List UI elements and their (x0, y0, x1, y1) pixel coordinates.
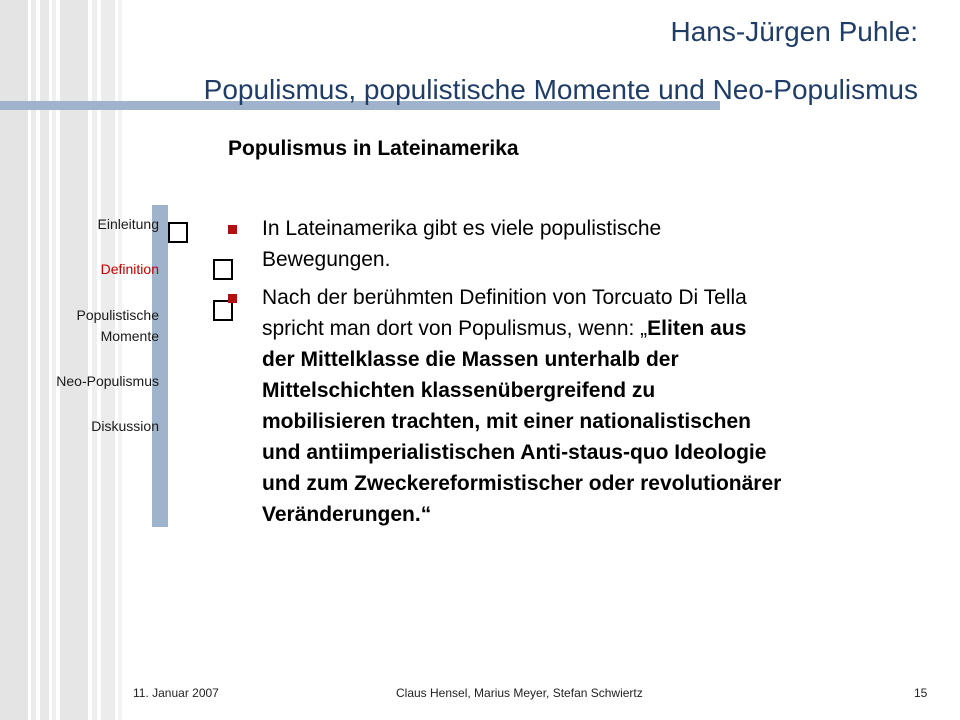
bullet-line-plain: spricht man dort von Populismus, wenn: „ (262, 317, 648, 340)
nav-item-definition[interactable]: Definition (100, 261, 159, 277)
bullet-text (262, 213, 930, 275)
nav-item-populistische[interactable]: Populistische (76, 307, 159, 323)
nav-placeholder-box (168, 222, 188, 243)
slide-subtitle: Populismus in Lateinamerika (228, 137, 519, 160)
slide-title-author: Hans-Jürgen Puhle: (670, 16, 918, 47)
bullet-line: Nach der berühmten Definition von Torcuato Di Tella (262, 286, 747, 309)
quote-line: der Mittelklasse die Massen unterhalb der (262, 348, 679, 371)
nav-placeholder-box (213, 300, 233, 321)
footer-authors: Claus Hensel, Marius Meyer, Stefan Schwiertz (396, 686, 643, 700)
quote-line: Veränderungen.“ (262, 503, 432, 526)
nav-item-diskussion[interactable]: Diskussion (91, 418, 159, 434)
nav-accent-bar (152, 205, 168, 527)
quote-line: Mittelschichten klassenübergreifend zu (262, 379, 656, 402)
nav-item-neo-populismus[interactable]: Neo-Populismus (56, 373, 159, 389)
bullet-square-icon (228, 294, 237, 303)
quote-line: mobilisieren trachten, mit einer nationalistischen (262, 410, 751, 433)
slide-title: Populismus, populistische Momente und Neo-Populismus (203, 74, 918, 105)
bullet-line: Bewegungen. (262, 248, 391, 271)
bullet-square-icon (228, 225, 237, 234)
bullet-line: In Lateinamerika gibt es viele populistische (262, 217, 662, 240)
quote-line: und zum Zweckereformistischer oder revolutionärer (262, 472, 782, 495)
nav-placeholder-box (213, 259, 233, 280)
footer-date: 11. Januar 2007 (133, 686, 219, 700)
bullet-line (262, 313, 930, 344)
quote-bold-text: Eliten aus (647, 317, 747, 340)
quote-line: und antiimperialistischen Anti-staus-quo Ideologie (262, 441, 767, 464)
bullet-text (262, 282, 930, 530)
nav-item-einleitung[interactable]: Einleitung (97, 216, 159, 232)
nav-item-momente[interactable]: Momente (100, 328, 159, 344)
page-number: 15 (914, 686, 928, 700)
